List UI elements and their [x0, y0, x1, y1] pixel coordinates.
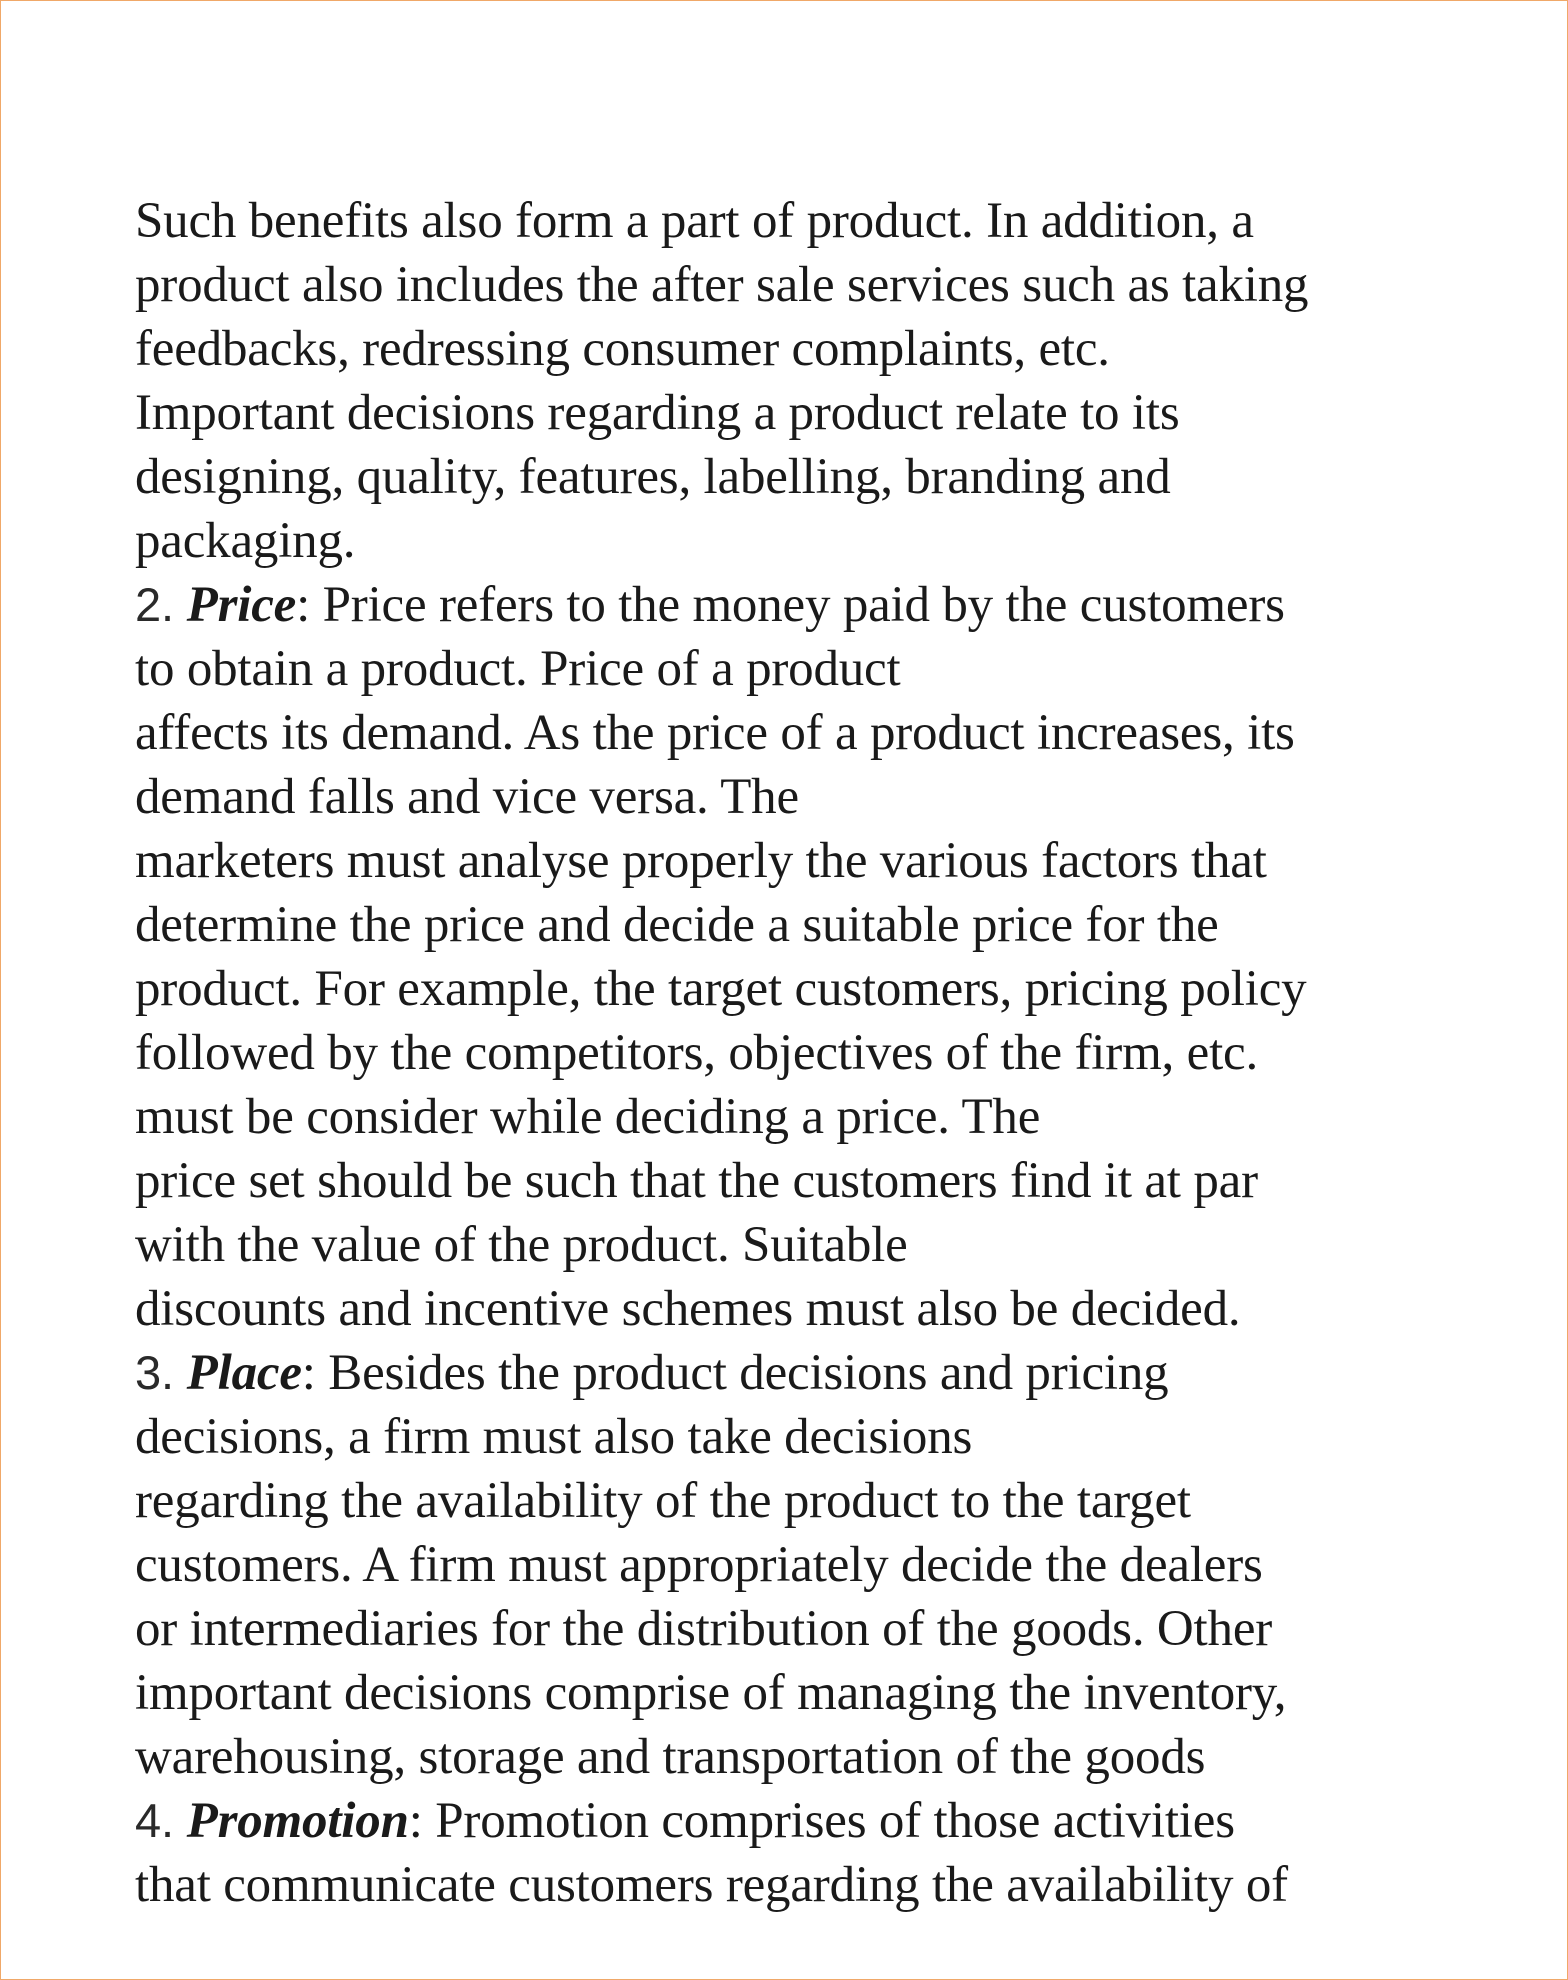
price-definition-start: : Price refers to the money paid by the customers — [296, 577, 1285, 633]
place-number: 3. — [135, 1346, 187, 1399]
text-line: Important decisions regarding a product relate to its — [135, 385, 1180, 441]
body-text — [135, 189, 1465, 1917]
price-heading-line — [135, 573, 1465, 637]
text-line: discounts and incentive schemes must also be decided. — [135, 1281, 1241, 1337]
text-line: determine the price and decide a suitable price for the — [135, 897, 1219, 953]
text-line: product. For example, the target customers, pricing policy — [135, 961, 1307, 1017]
text-line: customers. A firm must appropriately decide the dealers — [135, 1537, 1263, 1593]
place-term: Place — [186, 1345, 302, 1401]
place-definition-start: : Besides the product decisions and pricing — [301, 1345, 1169, 1401]
text-line: product also includes the after sale services such as taking — [135, 257, 1309, 313]
text-line: with the value of the product. Suitable — [135, 1217, 908, 1273]
text-line: followed by the competitors, objectives of the firm, etc. — [135, 1025, 1259, 1081]
text-line: must be consider while deciding a price. The — [135, 1089, 1041, 1145]
text-line: packaging. — [135, 513, 356, 569]
text-line: marketers must analyse properly the various factors that — [135, 833, 1267, 889]
text-line: important decisions comprise of managing the inventory, — [135, 1665, 1287, 1721]
price-number: 2. — [135, 578, 187, 631]
promotion-term: Promotion — [186, 1793, 409, 1849]
promotion-heading-line — [135, 1789, 1465, 1853]
text-line: demand falls and vice versa. The — [135, 769, 799, 825]
text-line: price set should be such that the customers find it at par — [135, 1153, 1258, 1209]
text-line: affects its demand. As the price of a product increases, its — [135, 705, 1295, 761]
price-term: Price — [186, 577, 297, 633]
text-line: that communicate customers regarding the availability of — [135, 1857, 1288, 1913]
promotion-definition-start: : Promotion comprises of those activities — [408, 1793, 1235, 1849]
text-line: Such benefits also form a part of product. In addition, a — [135, 193, 1254, 249]
text-line: regarding the availability of the product to the target — [135, 1473, 1191, 1529]
promotion-number: 4. — [135, 1794, 187, 1847]
text-line: warehousing, storage and transportation of the goods — [135, 1729, 1206, 1785]
text-line: designing, quality, features, labelling, branding and — [135, 449, 1171, 505]
text-line: or intermediaries for the distribution of the goods. Other — [135, 1601, 1273, 1657]
text-line: decisions, a firm must also take decisions — [135, 1409, 973, 1465]
text-line: feedbacks, redressing consumer complaints, etc. — [135, 321, 1110, 377]
place-heading-line — [135, 1341, 1465, 1405]
text-line: to obtain a product. Price of a product — [135, 641, 901, 697]
